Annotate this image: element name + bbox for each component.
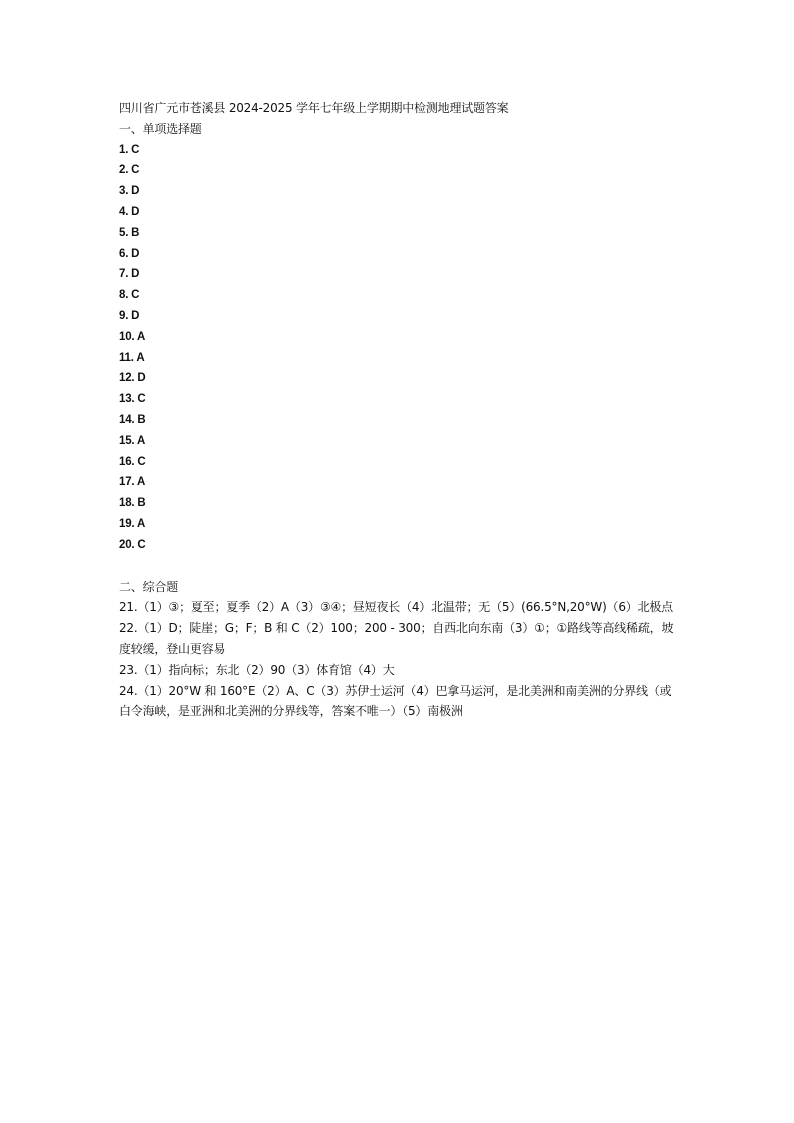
section-heading-comprehensive: 二、综合题 bbox=[119, 579, 179, 594]
answer-item: 6. D bbox=[119, 247, 140, 260]
comprehensive-answer-item: 24.（1）20°W 和 160°E（2）A、C（3）苏伊士运河（4）巴拿马运河，是北美洲和南美洲的分界线（或白令海峡，是亚洲和北美洲的分界线等，答案不唯一）（5）南极洲 bbox=[119, 683, 672, 719]
answer-sheet bbox=[119, 98, 679, 722]
answer-item: 1. C bbox=[119, 143, 140, 156]
section-spacer bbox=[119, 556, 679, 577]
answer-item: 18. B bbox=[119, 497, 146, 510]
section-heading-single-choice: 一、单项选择题 bbox=[119, 121, 202, 136]
answer-item: 10. A bbox=[119, 330, 146, 343]
answer-item: 12. D bbox=[119, 372, 146, 385]
comprehensive-answer-item: 23.（1）指向标；东北（2）90（3）体育馆（4）大 bbox=[119, 662, 395, 677]
answer-item: 3. D bbox=[119, 185, 140, 198]
answer-item: 17. A bbox=[119, 476, 146, 489]
answer-item: 14. B bbox=[119, 413, 146, 426]
comprehensive-answer-item: 22.（1）D；陡崖；G；F；B 和 C（2）100；200 - 300；自西北向东南（3）①；①路线等高线稀疏，坡度较缓，登山更容易 bbox=[119, 621, 674, 656]
answer-item: 7. D bbox=[119, 268, 140, 281]
answer-item: 11. A bbox=[119, 351, 145, 364]
comprehensive-answer-item: 21.（1）③；夏至；夏季（2）A（3）③④；昼短夜长（4）北温带；无（5）(66.5°N,20°W)（6）北极点 bbox=[119, 600, 673, 615]
answer-item: 13. C bbox=[119, 393, 146, 406]
answer-item: 9. D bbox=[119, 309, 140, 322]
answer-item: 4. D bbox=[119, 205, 140, 218]
document-title: 四川省广元市苍溪县 2024-2025 学年七年级上学期期中检测地理试题答案 bbox=[119, 101, 509, 115]
answer-item: 16. C bbox=[119, 455, 146, 468]
answer-item: 19. A bbox=[119, 517, 146, 530]
answer-item: 15. A bbox=[119, 434, 146, 447]
comprehensive-answer-list bbox=[119, 597, 679, 722]
answer-item: 5. B bbox=[119, 226, 140, 239]
answer-item: 8. C bbox=[119, 289, 140, 302]
answer-item: 2. C bbox=[119, 164, 140, 177]
single-choice-answer-list bbox=[119, 140, 679, 556]
answer-item: 20. C bbox=[119, 538, 146, 551]
